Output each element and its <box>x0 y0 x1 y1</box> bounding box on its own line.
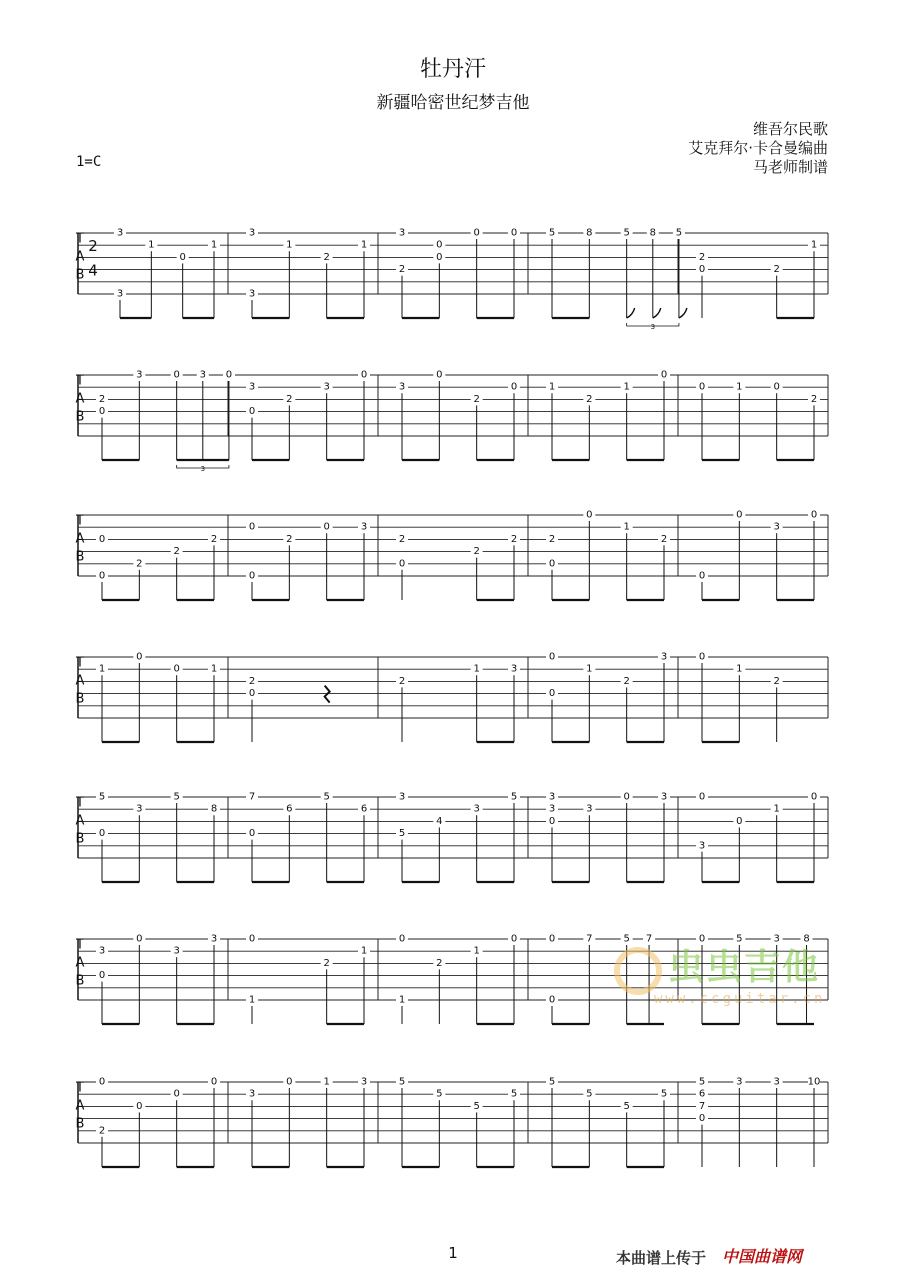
fret-number: 1 <box>736 381 743 393</box>
watermark-url: www.ccguitar.cn <box>654 991 826 1007</box>
fret-number: 2 <box>660 533 668 545</box>
tab-letter: B <box>75 267 85 283</box>
fret-number: 8 <box>210 803 218 815</box>
fret-number: 3 <box>510 663 518 675</box>
fret-number: 0 <box>98 970 106 982</box>
tab-letter: B <box>75 831 85 847</box>
fret-number: 1 <box>210 239 218 251</box>
fret-number: 1 <box>473 663 480 675</box>
fret-number: 0 <box>136 651 143 663</box>
note-flag <box>679 308 687 318</box>
triplet-number: 3 <box>200 465 206 473</box>
tab-letter: A <box>75 673 85 689</box>
page-number: 1 <box>448 1244 458 1262</box>
fret-number: 0 <box>698 264 706 276</box>
fret-number: 2 <box>548 533 556 545</box>
fret-number: 1 <box>623 381 630 393</box>
fret-number: 0 <box>173 369 180 381</box>
fret-number: 1 <box>623 521 630 533</box>
credit-origin: 维吾尔民歌 <box>752 120 828 138</box>
fret-number: 7 <box>586 933 593 945</box>
fret-number: 0 <box>136 933 143 945</box>
triplet-number: 3 <box>650 323 656 331</box>
fret-number: 0 <box>510 227 518 239</box>
fret-number: 3 <box>210 933 218 945</box>
fret-number: 0 <box>436 369 443 381</box>
fret-number: 2 <box>173 546 180 558</box>
fret-number: 5 <box>623 1100 630 1112</box>
fret-number: 0 <box>586 509 593 521</box>
tab-letter: T <box>76 1080 84 1096</box>
watermark <box>608 935 848 1013</box>
fret-number: 2 <box>323 957 330 969</box>
fret-number: 3 <box>248 1088 256 1100</box>
tab-letter: T <box>76 795 84 811</box>
fret-number: 0 <box>548 688 556 700</box>
fret-number: 0 <box>436 239 443 251</box>
fret-number: 0 <box>548 815 556 827</box>
tab-letter: B <box>75 1116 85 1132</box>
fret-number: 0 <box>286 1076 293 1088</box>
fret-number: 0 <box>98 828 106 840</box>
fret-number: 0 <box>660 369 668 381</box>
fret-number: 2 <box>210 533 218 545</box>
fret-number: 5 <box>398 828 406 840</box>
fret-number: 2 <box>436 957 443 969</box>
fret-number: 2 <box>623 675 630 687</box>
fret-number: 6 <box>286 803 293 815</box>
fret-number: 2 <box>286 393 293 405</box>
fret-number: 3 <box>323 381 330 393</box>
fret-number: 3 <box>773 521 780 533</box>
tab-letter: B <box>75 691 85 707</box>
fret-number: 0 <box>98 1076 106 1088</box>
fret-number: 3 <box>660 791 668 803</box>
fret-number: 3 <box>548 791 556 803</box>
fret-number: 2 <box>773 264 780 276</box>
fret-number: 7 <box>698 1100 706 1112</box>
fret-number: 0 <box>173 1088 180 1100</box>
fret-number: 6 <box>698 1088 706 1100</box>
fret-number: 0 <box>98 406 106 418</box>
fret-number: 2 <box>323 251 330 263</box>
fret-number: 0 <box>810 791 818 803</box>
tab-letter: T <box>76 373 84 389</box>
fret-number: 0 <box>436 251 443 263</box>
page-subtitle: 新疆哈密世纪梦吉他 <box>376 93 530 113</box>
fret-number: 1 <box>286 239 293 251</box>
fret-number: 3 <box>736 1076 743 1088</box>
fret-number: 3 <box>360 1076 368 1088</box>
fret-number: 5 <box>698 1076 706 1088</box>
footer-site-logo: 中国曲谱网 <box>722 1247 803 1266</box>
time-signature-bottom: 4 <box>88 261 98 280</box>
note-flag <box>627 308 635 318</box>
fret-number: 0 <box>698 933 706 945</box>
time-signature-top: 2 <box>88 237 98 256</box>
fret-number: 1 <box>548 381 556 393</box>
fret-number: 3 <box>173 945 180 957</box>
fret-number: 1 <box>210 663 218 675</box>
tab-letter: A <box>75 1098 85 1114</box>
fret-number: 3 <box>660 651 668 663</box>
watermark-text: 虫虫吉他 <box>668 947 821 988</box>
credit-arranger: 艾克拜尔·卡合曼编曲 <box>688 139 828 157</box>
fret-number: 0 <box>810 509 818 521</box>
fret-number: 0 <box>360 369 368 381</box>
fret-number: 2 <box>248 675 256 687</box>
fret-number: 2 <box>473 393 480 405</box>
fret-number: 0 <box>548 994 556 1006</box>
fret-number: 2 <box>398 533 406 545</box>
fret-number: 1 <box>398 994 406 1006</box>
fret-number: 0 <box>323 521 330 533</box>
fret-number: 0 <box>398 933 406 945</box>
fret-number: 0 <box>698 791 706 803</box>
fret-number: 5 <box>548 1076 556 1088</box>
fret-number: 0 <box>248 933 256 945</box>
fret-number: 2 <box>136 558 143 570</box>
quarter-rest <box>325 686 330 703</box>
fret-number: 3 <box>248 381 256 393</box>
fret-number: 4 <box>436 815 443 827</box>
tab-letter: B <box>75 549 85 565</box>
fret-number: 0 <box>736 509 743 521</box>
fret-number: 7 <box>248 791 256 803</box>
fret-number: 1 <box>810 239 818 251</box>
fret-number: 3 <box>548 803 556 815</box>
fret-number: 3 <box>698 840 706 852</box>
fret-number: 2 <box>98 1125 106 1137</box>
fret-number: 0 <box>773 381 780 393</box>
fret-number: 8 <box>803 933 810 945</box>
fret-number: 3 <box>398 381 406 393</box>
fret-number: 5 <box>736 933 743 945</box>
fret-number: 7 <box>645 933 653 945</box>
fret-number: 3 <box>473 803 480 815</box>
fret-number: 0 <box>698 1113 706 1125</box>
fret-number: 5 <box>548 227 556 239</box>
fret-number: 3 <box>360 521 368 533</box>
fret-number: 2 <box>398 264 406 276</box>
tab-letter: A <box>75 531 85 547</box>
fret-number: 2 <box>810 393 818 405</box>
fret-number: 0 <box>136 1100 143 1112</box>
page-title: 牡丹汗 <box>419 57 486 82</box>
fret-number: 0 <box>98 570 106 582</box>
fret-number: 5 <box>623 227 630 239</box>
fret-number: 2 <box>286 533 293 545</box>
fret-number: 0 <box>548 933 556 945</box>
fret-number: 5 <box>473 1100 480 1112</box>
fret-number: 3 <box>586 803 593 815</box>
fret-number: 5 <box>623 933 630 945</box>
tab-letter: T <box>76 655 84 671</box>
fret-number: 3 <box>116 227 124 239</box>
fret-number: 2 <box>398 675 406 687</box>
fret-number: 1 <box>98 663 106 675</box>
fret-number: 1 <box>360 945 368 957</box>
fret-number: 5 <box>586 1088 593 1100</box>
fret-number: 3 <box>136 369 143 381</box>
fret-number: 8 <box>649 227 656 239</box>
fret-number: 3 <box>248 288 256 300</box>
fret-number: 3 <box>248 227 256 239</box>
fret-number: 2 <box>510 533 518 545</box>
fret-number: 0 <box>548 651 556 663</box>
fret-number: 0 <box>98 533 106 545</box>
fret-number: 6 <box>360 803 368 815</box>
fret-number: 1 <box>360 239 368 251</box>
fret-number: 0 <box>473 227 480 239</box>
tab-letter: A <box>75 955 85 971</box>
fret-number: 3 <box>136 803 143 815</box>
fret-number: 0 <box>173 663 180 675</box>
tab-letter: A <box>75 391 85 407</box>
fret-number: 1 <box>773 803 780 815</box>
footer-upload-text: 本曲谱上传于 <box>616 1249 707 1267</box>
fret-number: 0 <box>698 651 706 663</box>
fret-number: 0 <box>736 815 743 827</box>
fret-number: 5 <box>98 791 106 803</box>
fret-number: 10 <box>807 1076 821 1088</box>
fret-number: 0 <box>179 251 186 263</box>
fret-number: 3 <box>773 1076 780 1088</box>
fret-number: 5 <box>510 1088 518 1100</box>
fret-number: 0 <box>248 688 256 700</box>
tab-letter: B <box>75 409 85 425</box>
tab-letter: A <box>75 813 85 829</box>
tab-letter: T <box>76 513 84 529</box>
tab-letter: T <box>76 231 84 247</box>
fret-number: 3 <box>98 945 106 957</box>
fret-number: 5 <box>660 1088 668 1100</box>
fret-number: 1 <box>148 239 155 251</box>
fret-number: 0 <box>548 558 556 570</box>
tab-letter: T <box>76 937 84 953</box>
fret-number: 2 <box>773 675 780 687</box>
fret-number: 2 <box>473 546 480 558</box>
fret-number: 3 <box>398 791 406 803</box>
fret-number: 5 <box>436 1088 443 1100</box>
fret-number: 1 <box>323 1076 330 1088</box>
fret-number: 3 <box>116 288 124 300</box>
fret-number: 5 <box>173 791 180 803</box>
fret-number: 0 <box>248 828 256 840</box>
credit-transcriber: 马老师制谱 <box>752 158 828 176</box>
fret-number: 0 <box>698 381 706 393</box>
fret-number: 3 <box>398 227 406 239</box>
tab-letter: B <box>75 973 85 989</box>
fret-number: 0 <box>248 570 256 582</box>
tab-letter: A <box>75 249 85 265</box>
fret-number: 0 <box>623 791 630 803</box>
fret-number: 1 <box>248 994 256 1006</box>
fret-number: 0 <box>225 369 233 381</box>
fret-number: 2 <box>586 393 593 405</box>
fret-number: 8 <box>586 227 593 239</box>
fret-number: 3 <box>199 369 206 381</box>
fret-number: 5 <box>675 227 683 239</box>
fret-number: 0 <box>248 521 256 533</box>
fret-number: 1 <box>736 663 743 675</box>
fret-number: 2 <box>698 251 706 263</box>
fret-number: 0 <box>510 381 518 393</box>
fret-number: 0 <box>510 933 518 945</box>
watermark-logo-icon <box>614 947 662 995</box>
key-signature: 1=C <box>76 154 102 170</box>
fret-number: 0 <box>698 570 706 582</box>
note-flag <box>653 308 661 318</box>
fret-number: 3 <box>773 933 780 945</box>
fret-number: 2 <box>98 393 106 405</box>
fret-number: 0 <box>210 1076 218 1088</box>
fret-number: 5 <box>323 791 330 803</box>
fret-number: 1 <box>586 663 593 675</box>
fret-number: 5 <box>398 1076 406 1088</box>
fret-number: 0 <box>398 558 406 570</box>
fret-number: 1 <box>473 945 480 957</box>
fret-number: 5 <box>510 791 518 803</box>
fret-number: 0 <box>248 406 256 418</box>
